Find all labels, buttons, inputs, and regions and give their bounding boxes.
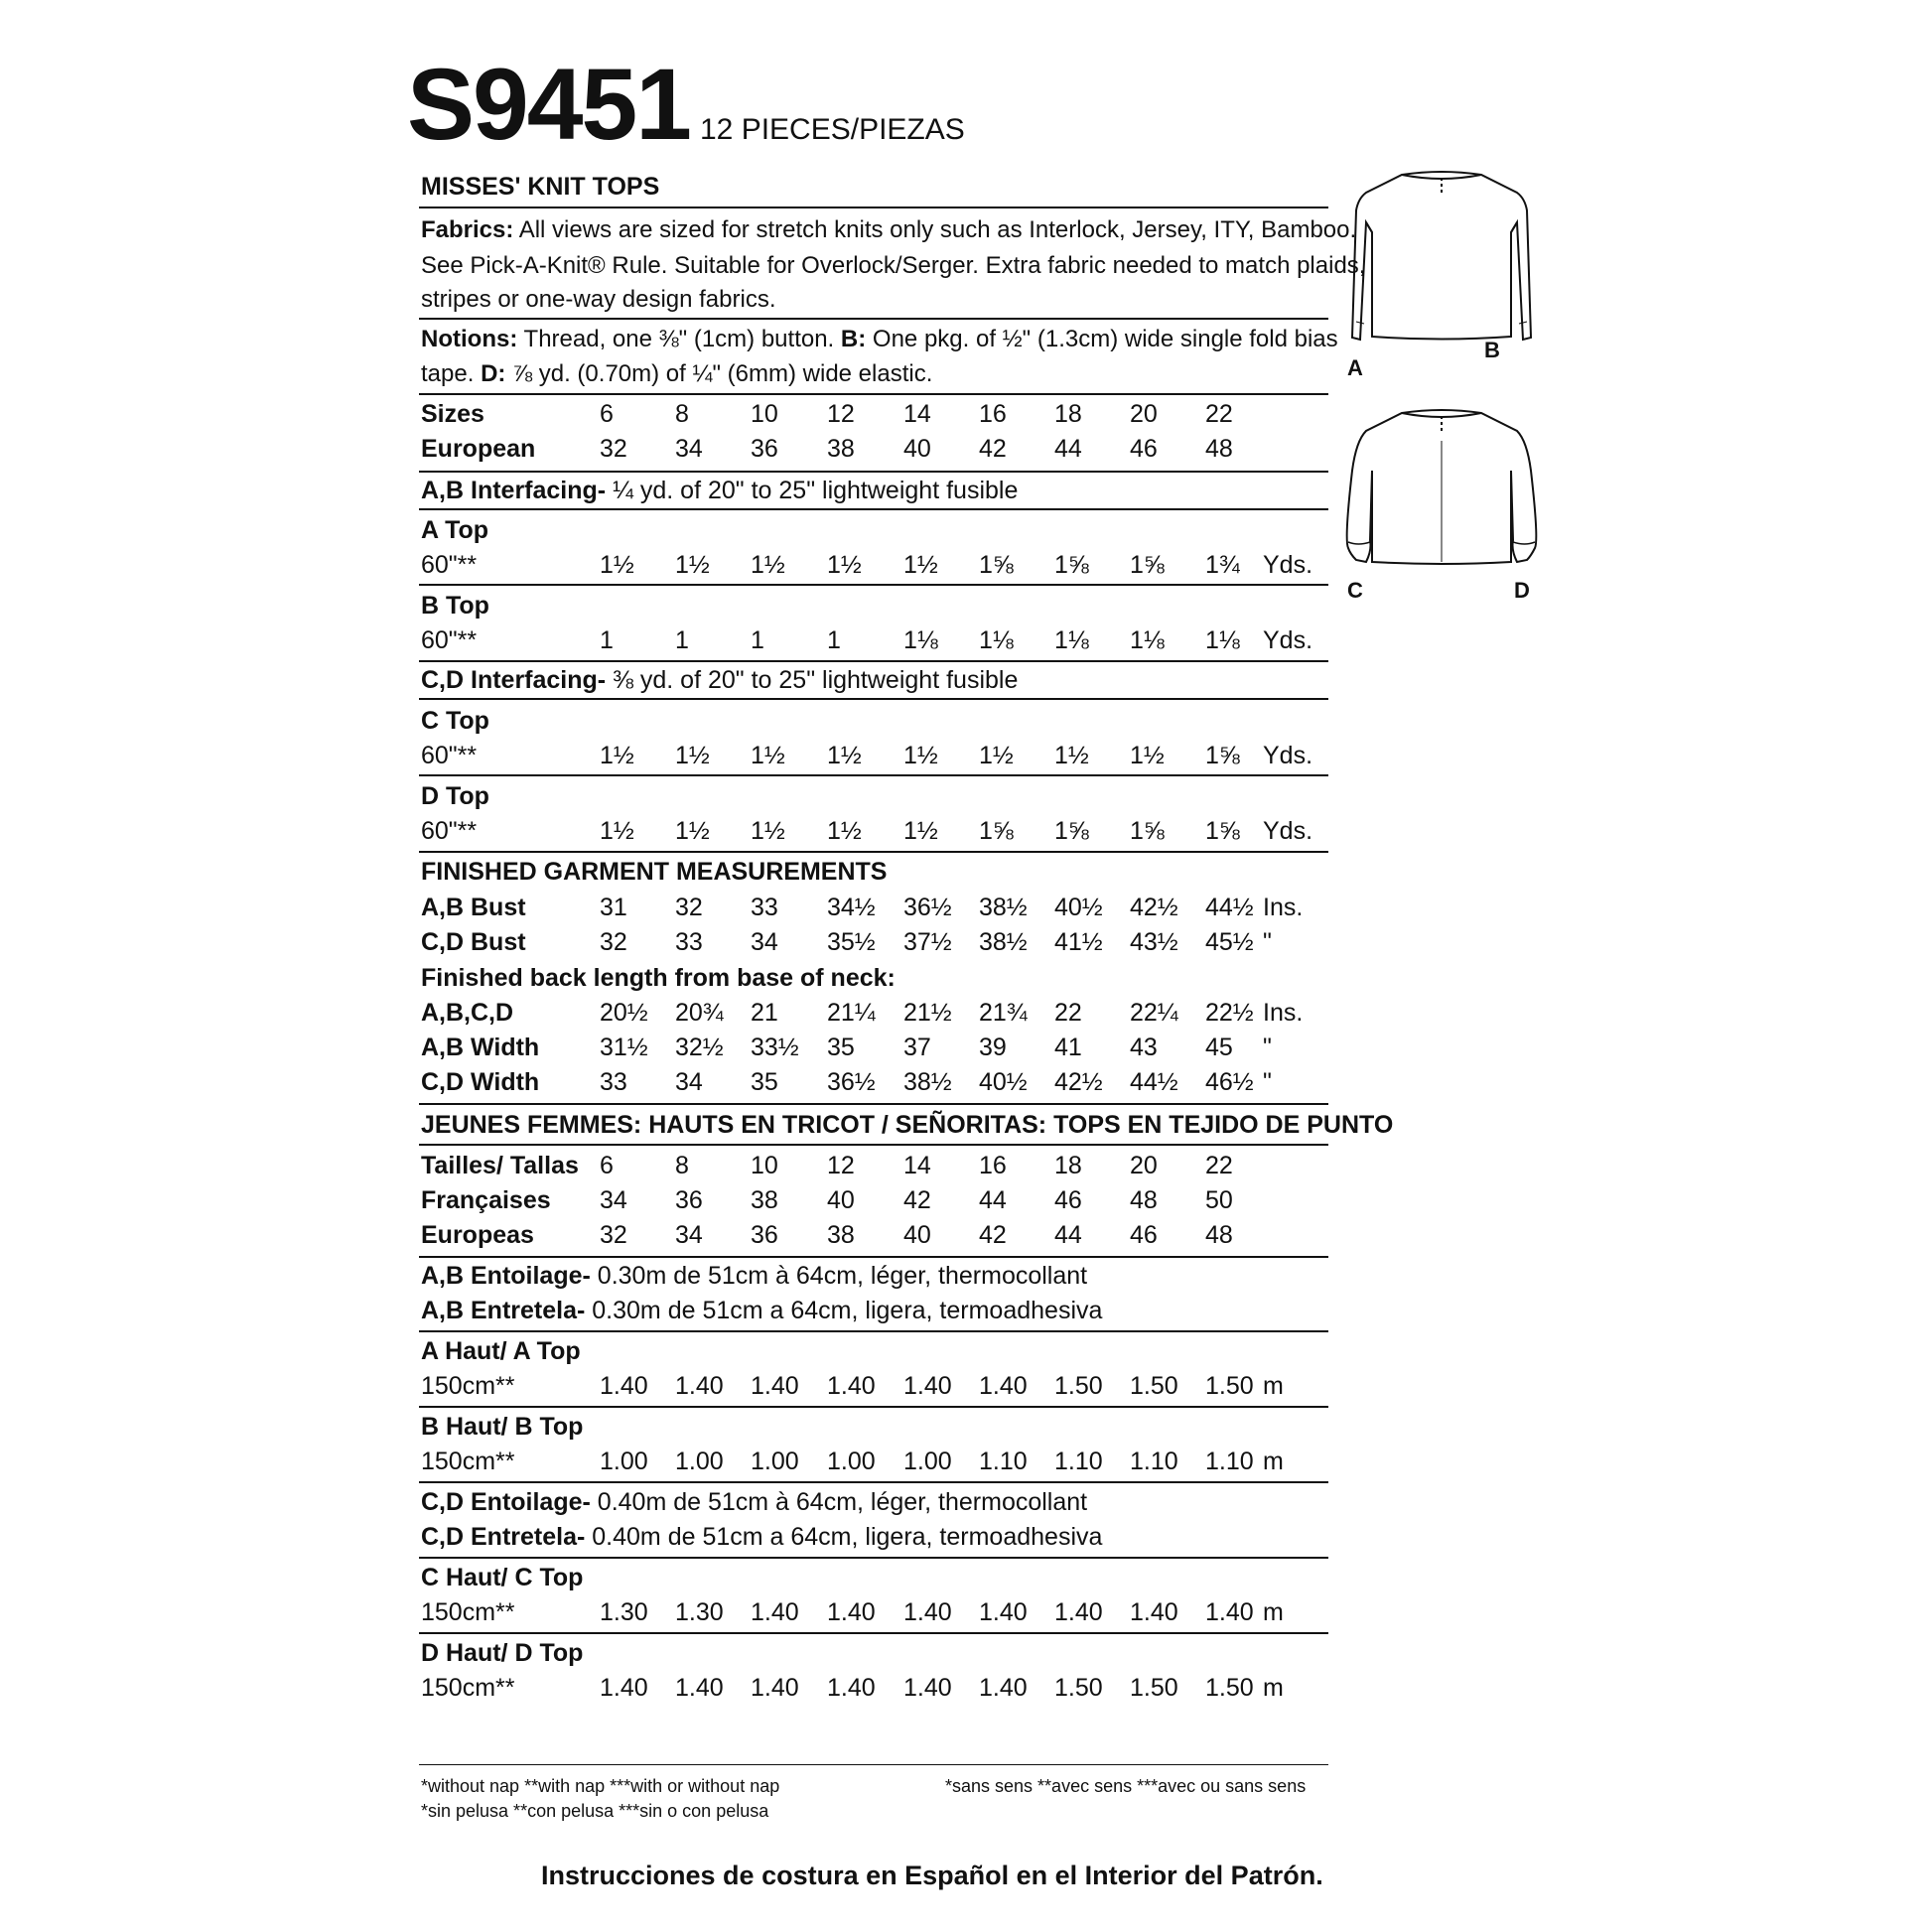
ab-bust-row-cell: 31: [600, 894, 627, 921]
b-haut-row-cell: 1.10: [979, 1448, 1028, 1475]
d-haut-row-cell: 1.40: [675, 1674, 724, 1702]
divider: [419, 1144, 1328, 1146]
europeas-row-cell: 36: [751, 1221, 778, 1249]
divider: [419, 393, 1328, 395]
c-top-row-cell: 1½: [1130, 742, 1165, 769]
cd-bust-row-label: C,D Bust: [421, 928, 526, 956]
b-haut-row-unit: m: [1263, 1448, 1284, 1475]
european-row-label: European: [421, 435, 536, 463]
divider: [419, 1330, 1328, 1332]
ab-width-row-unit: ": [1263, 1034, 1272, 1061]
b-haut-row-cell: 1.00: [675, 1448, 724, 1475]
a-top-title: A Top: [421, 516, 489, 544]
european-row-cell: 38: [827, 435, 855, 463]
cd-entoilage: [421, 1490, 1087, 1515]
a-top-row-unit: Yds.: [1263, 551, 1313, 579]
b-top-row-cell: 1: [751, 626, 764, 654]
b-haut-row-cell: 1.00: [903, 1448, 952, 1475]
view-a-b-illustration: [1342, 163, 1541, 361]
view-a-label: A: [1347, 355, 1363, 380]
europeas-row-cell: 46: [1130, 1221, 1158, 1249]
ab-width-row-cell: 45: [1205, 1034, 1233, 1061]
a-haut-row-cell: 1.40: [675, 1372, 724, 1400]
ab-interfacing-part: A,B Interfacing-: [421, 477, 607, 504]
cd-entoilage-part: C,D Entoilage-: [421, 1488, 591, 1516]
divider: [419, 1481, 1328, 1483]
ab-bust-row-label: A,B Bust: [421, 894, 526, 921]
c-top-row-cell: 1½: [827, 742, 862, 769]
ab-bust-row-cell: 32: [675, 894, 703, 921]
b-haut-row-cell: 1.00: [751, 1448, 799, 1475]
c-top-row-cell: 1⅝: [1205, 742, 1240, 769]
c-haut-row-cell: 1.30: [675, 1598, 724, 1626]
cd-width-row-cell: 42½: [1054, 1068, 1103, 1096]
d-top-row-cell: 1½: [751, 817, 785, 845]
francaises-row-cell: 42: [903, 1186, 931, 1214]
cd-width-row-cell: 38½: [903, 1068, 952, 1096]
sizes-row-cell: 6: [600, 400, 614, 428]
abcd-row-cell: 21¾: [979, 999, 1028, 1027]
divider: [419, 1764, 1328, 1765]
c-top-row-cell: 1½: [979, 742, 1014, 769]
europeas-row-cell: 34: [675, 1221, 703, 1249]
cd-entretela: [421, 1525, 1102, 1550]
a-haut-row-cell: 1.50: [1205, 1372, 1254, 1400]
divider: [419, 471, 1328, 473]
tallas-row-cell: 6: [600, 1152, 614, 1179]
pattern-number: S9451: [407, 48, 690, 161]
divider: [419, 207, 1328, 208]
abcd-row-unit: Ins.: [1263, 999, 1304, 1027]
francaises-row-label: Françaises: [421, 1186, 551, 1214]
d-haut-row-cell: 1.50: [1054, 1674, 1103, 1702]
sizes-row-cell: 10: [751, 400, 778, 428]
c-haut-row-cell: 1.40: [827, 1598, 876, 1626]
c-top-title: C Top: [421, 707, 489, 735]
fabrics-label: Fabrics:: [421, 216, 514, 243]
abcd-row-cell: 21: [751, 999, 778, 1027]
european-row-cell: 46: [1130, 435, 1158, 463]
notions-text-1b: One pkg. of ½" (1.3cm) wide single fold bias: [872, 326, 1338, 352]
d-top-row-cell: 1½: [600, 817, 634, 845]
b-haut-row-cell: 1.10: [1205, 1448, 1254, 1475]
d-top-row-cell: 1½: [827, 817, 862, 845]
cd-width-row-cell: 35: [751, 1068, 778, 1096]
c-top-row-cell: 1½: [903, 742, 938, 769]
ab-bust-row-cell: 34½: [827, 894, 876, 921]
b-top-row-cell: 1⅛: [979, 626, 1014, 654]
divider: [419, 1406, 1328, 1408]
d-top-row-cell: 1⅝: [1054, 817, 1089, 845]
francaises-row-cell: 48: [1130, 1186, 1158, 1214]
a-top-row-cell: 1½: [675, 551, 710, 579]
europeas-row-cell: 32: [600, 1221, 627, 1249]
b-haut-title: B Haut/ B Top: [421, 1413, 584, 1441]
c-haut-row-cell: 1.40: [1054, 1598, 1103, 1626]
finished-title: FINISHED GARMENT MEASUREMENTS: [421, 858, 888, 886]
european-row-cell: 40: [903, 435, 931, 463]
francaises-row-cell: 44: [979, 1186, 1007, 1214]
sizes-row-cell: 14: [903, 400, 931, 428]
b-top-row-cell: 1⅛: [1130, 626, 1165, 654]
spanish-title: JEUNES FEMMES: HAUTS EN TRICOT / SEÑORITAS: TOPS EN TEJIDO DE PUNTO: [421, 1111, 1394, 1139]
abcd-row-cell: 22½: [1205, 999, 1254, 1027]
european-row-cell: 48: [1205, 435, 1233, 463]
ab-width-row-label: A,B Width: [421, 1034, 540, 1061]
ab-width-row-cell: 41: [1054, 1034, 1082, 1061]
c-haut-row-cell: 1.40: [751, 1598, 799, 1626]
b-haut-row-cell: 1.00: [827, 1448, 876, 1475]
d-haut-row-cell: 1.40: [827, 1674, 876, 1702]
cd-bust-row-cell: 33: [675, 928, 703, 956]
a-haut-row-unit: m: [1263, 1372, 1284, 1400]
european-row-cell: 44: [1054, 435, 1082, 463]
ab-width-row-cell: 43: [1130, 1034, 1158, 1061]
divider: [419, 660, 1328, 662]
ab-bust-row-cell: 33: [751, 894, 778, 921]
divider: [419, 584, 1328, 586]
divider: [419, 1557, 1328, 1559]
ab-bust-row-cell: 42½: [1130, 894, 1178, 921]
c-haut-row-cell: 1.40: [979, 1598, 1028, 1626]
fabrics-line-1: [421, 218, 1356, 242]
c-haut-row-cell: 1.30: [600, 1598, 648, 1626]
cd-bust-row-cell: 37½: [903, 928, 952, 956]
divider: [419, 698, 1328, 700]
abcd-row-cell: 22¼: [1130, 999, 1178, 1027]
d-top-title: D Top: [421, 782, 489, 810]
d-haut-row-cell: 1.40: [751, 1674, 799, 1702]
d-top-row-label: 60"**: [421, 817, 478, 845]
c-top-row-cell: 1½: [1054, 742, 1089, 769]
b-top-row-cell: 1⅛: [1054, 626, 1089, 654]
c-haut-row-cell: 1.40: [1205, 1598, 1254, 1626]
tallas-row-cell: 10: [751, 1152, 778, 1179]
cd-interfacing: [421, 668, 1018, 693]
cd-width-row-cell: 34: [675, 1068, 703, 1096]
fabrics-text-1: All views are sized for stretch knits only such as Interlock, Jersey, ITY, Bamboo.: [518, 216, 1357, 243]
ab-width-row-cell: 35: [827, 1034, 855, 1061]
european-row-cell: 32: [600, 435, 627, 463]
europeas-row-cell: 42: [979, 1221, 1007, 1249]
c-top-row-cell: 1½: [600, 742, 634, 769]
b-haut-row-cell: 1.00: [600, 1448, 648, 1475]
a-top-row-cell: 1¾: [1205, 551, 1240, 579]
pattern-title: MISSES' KNIT TOPS: [421, 173, 660, 201]
abcd-row-cell: 21½: [903, 999, 952, 1027]
europeas-row-cell: 48: [1205, 1221, 1233, 1249]
notions-d-label: D:: [481, 360, 506, 387]
ab-interfacing-part: ¼ yd. of 20" to 25" lightweight fusible: [613, 477, 1019, 504]
d-top-row-cell: 1½: [903, 817, 938, 845]
d-top-row-cell: 1⅝: [1205, 817, 1240, 845]
c-haut-row-label: 150cm**: [421, 1598, 515, 1626]
notions-b-label: B:: [840, 326, 867, 352]
a-haut-row-cell: 1.40: [979, 1372, 1028, 1400]
abcd-row-cell: 20¾: [675, 999, 724, 1027]
tallas-row-cell: 18: [1054, 1152, 1082, 1179]
d-haut-row-label: 150cm**: [421, 1674, 515, 1702]
notions-text-1a: Thread, one ⅜" (1cm) button.: [523, 326, 835, 352]
sizes-row-cell: 8: [675, 400, 689, 428]
divider: [419, 1256, 1328, 1258]
b-top-row-cell: 1: [827, 626, 841, 654]
b-haut-row-cell: 1.10: [1054, 1448, 1103, 1475]
b-top-row-cell: 1: [675, 626, 689, 654]
divider: [419, 851, 1328, 853]
sizes-row-cell: 16: [979, 400, 1007, 428]
divider: [419, 318, 1328, 320]
fabrics-text-2: See Pick-A-Knit® Rule. Suitable for Overlock/Serger. Extra fabric needed to match plaids,: [421, 252, 1366, 279]
sizes-row-label: Sizes: [421, 400, 484, 428]
cd-width-row-unit: ": [1263, 1068, 1272, 1096]
cd-width-row-cell: 40½: [979, 1068, 1028, 1096]
a-top-row-cell: 1⅝: [1130, 551, 1165, 579]
footnote-english: *without nap **with nap ***with or without nap: [421, 1776, 780, 1796]
cd-bust-row-cell: 41½: [1054, 928, 1103, 956]
ab-width-row-cell: 31½: [600, 1034, 648, 1061]
a-haut-row-cell: 1.40: [827, 1372, 876, 1400]
cd-width-row-cell: 33: [600, 1068, 627, 1096]
abcd-row-cell: 20½: [600, 999, 648, 1027]
view-c-label: C: [1347, 578, 1363, 603]
a-haut-row-label: 150cm**: [421, 1372, 515, 1400]
footnote-french: *sans sens **avec sens ***avec ou sans sens: [945, 1776, 1307, 1796]
ab-bust-row-cell: 44½: [1205, 894, 1254, 921]
b-top-row-cell: 1⅛: [1205, 626, 1240, 654]
cd-bust-row-cell: 45½: [1205, 928, 1254, 956]
a-haut-title: A Haut/ A Top: [421, 1337, 581, 1365]
cd-bust-row-cell: 43½: [1130, 928, 1178, 956]
c-haut-row-cell: 1.40: [1130, 1598, 1178, 1626]
cd-bust-row-cell: 32: [600, 928, 627, 956]
francaises-row-cell: 38: [751, 1186, 778, 1214]
ab-entretela: [421, 1299, 1102, 1323]
a-top-row-cell: 1½: [827, 551, 862, 579]
ab-bust-row-cell: 36½: [903, 894, 952, 921]
ab-width-row-cell: 32½: [675, 1034, 724, 1061]
ab-bust-row-cell: 40½: [1054, 894, 1103, 921]
divider: [419, 1103, 1328, 1105]
ab-entoilage-part: A,B Entoilage-: [421, 1262, 591, 1290]
footnote-spanish: *sin pelusa **con pelusa ***sin o con pelusa: [421, 1801, 769, 1821]
c-haut-title: C Haut/ C Top: [421, 1564, 584, 1591]
abcd-row-label: A,B,C,D: [421, 999, 514, 1027]
d-top-row-cell: 1⅝: [1130, 817, 1165, 845]
notions-line-2: [421, 362, 932, 386]
d-top-row-cell: 1⅝: [979, 817, 1014, 845]
ab-width-row-cell: 33½: [751, 1034, 799, 1061]
a-haut-row-cell: 1.40: [903, 1372, 952, 1400]
view-b-label: B: [1484, 338, 1500, 362]
c-top-row-cell: 1½: [751, 742, 785, 769]
view-c-d-illustration: [1342, 401, 1541, 580]
ab-width-row-cell: 37: [903, 1034, 931, 1061]
cd-width-row-cell: 46½: [1205, 1068, 1254, 1096]
cd-entoilage-part: 0.40m de 51cm à 64cm, léger, thermocollant: [597, 1488, 1088, 1516]
cd-entretela-part: C,D Entretela-: [421, 1523, 586, 1551]
ab-entoilage: [421, 1264, 1087, 1289]
c-top-row-unit: Yds.: [1263, 742, 1313, 769]
a-top-row-cell: 1½: [903, 551, 938, 579]
ab-bust-row-unit: Ins.: [1263, 894, 1304, 921]
cd-interfacing-part: C,D Interfacing-: [421, 666, 607, 694]
a-top-row-cell: 1⅝: [979, 551, 1014, 579]
notions-text-2a: tape.: [421, 360, 475, 387]
ab-interfacing: [421, 479, 1018, 503]
europeas-row-cell: 44: [1054, 1221, 1082, 1249]
europeas-row-cell: 38: [827, 1221, 855, 1249]
b-top-row-unit: Yds.: [1263, 626, 1313, 654]
a-top-row-cell: 1⅝: [1054, 551, 1089, 579]
divider: [419, 1632, 1328, 1634]
c-haut-row-unit: m: [1263, 1598, 1284, 1626]
d-haut-row-cell: 1.40: [600, 1674, 648, 1702]
sizes-row-cell: 20: [1130, 400, 1158, 428]
divider: [419, 774, 1328, 776]
cd-interfacing-part: ⅜ yd. of 20" to 25" lightweight fusible: [613, 666, 1019, 694]
cd-bust-row-cell: 38½: [979, 928, 1028, 956]
a-haut-row-cell: 1.50: [1054, 1372, 1103, 1400]
back-length-title: Finished back length from base of neck:: [421, 964, 896, 992]
cd-bust-row-cell: 35½: [827, 928, 876, 956]
pieces-count: 12 PIECES/PIEZAS: [700, 113, 965, 146]
european-row-cell: 36: [751, 435, 778, 463]
francaises-row-cell: 50: [1205, 1186, 1233, 1214]
view-d-label: D: [1514, 578, 1530, 603]
c-top-row-label: 60"**: [421, 742, 478, 769]
a-haut-row-cell: 1.50: [1130, 1372, 1178, 1400]
european-row-cell: 42: [979, 435, 1007, 463]
tallas-row-cell: 12: [827, 1152, 855, 1179]
a-top-row-cell: 1½: [600, 551, 634, 579]
tallas-row-cell: 16: [979, 1152, 1007, 1179]
d-haut-row-cell: 1.50: [1205, 1674, 1254, 1702]
d-top-row-unit: Yds.: [1263, 817, 1313, 845]
notions-line-1: [421, 328, 1338, 351]
d-haut-row-cell: 1.40: [903, 1674, 952, 1702]
cd-bust-row-cell: 34: [751, 928, 778, 956]
francaises-row-cell: 46: [1054, 1186, 1082, 1214]
cd-bust-row-unit: ": [1263, 928, 1272, 956]
europeas-row-cell: 40: [903, 1221, 931, 1249]
cd-width-row-label: C,D Width: [421, 1068, 540, 1096]
europeas-row-label: Europeas: [421, 1221, 534, 1249]
divider: [419, 508, 1328, 510]
b-haut-row-cell: 1.10: [1130, 1448, 1178, 1475]
a-haut-row-cell: 1.40: [600, 1372, 648, 1400]
ab-entretela-part: A,B Entretela-: [421, 1297, 586, 1324]
notions-label: Notions:: [421, 326, 518, 352]
c-top-row-cell: 1½: [675, 742, 710, 769]
b-top-row-cell: 1: [600, 626, 614, 654]
b-top-row-label: 60"**: [421, 626, 478, 654]
tallas-row-label: Tailles/ Tallas: [421, 1152, 579, 1179]
ab-width-row-cell: 39: [979, 1034, 1007, 1061]
notions-text-2d: ⅞ yd. (0.70m) of ¼" (6mm) wide elastic.: [512, 360, 933, 387]
c-haut-row-cell: 1.40: [903, 1598, 952, 1626]
cd-width-row-cell: 44½: [1130, 1068, 1178, 1096]
b-haut-row-label: 150cm**: [421, 1448, 515, 1475]
francaises-row-cell: 34: [600, 1186, 627, 1214]
abcd-row-cell: 22: [1054, 999, 1082, 1027]
spanish-instructions-note: Instrucciones de costura en Español en el Interior del Patrón.: [541, 1861, 1323, 1890]
a-haut-row-cell: 1.40: [751, 1372, 799, 1400]
a-top-row-label: 60"**: [421, 551, 478, 579]
d-haut-row-cell: 1.50: [1130, 1674, 1178, 1702]
cd-width-row-cell: 36½: [827, 1068, 876, 1096]
european-row-cell: 34: [675, 435, 703, 463]
d-haut-row-cell: 1.40: [979, 1674, 1028, 1702]
sizes-row-cell: 18: [1054, 400, 1082, 428]
francaises-row-cell: 40: [827, 1186, 855, 1214]
d-haut-title: D Haut/ D Top: [421, 1639, 584, 1667]
francaises-row-cell: 36: [675, 1186, 703, 1214]
ab-entretela-part: 0.30m de 51cm a 64cm, ligera, termoadhesiva: [592, 1297, 1103, 1324]
cd-entretela-part: 0.40m de 51cm a 64cm, ligera, termoadhesiva: [592, 1523, 1103, 1551]
a-top-row-cell: 1½: [751, 551, 785, 579]
ab-entoilage-part: 0.30m de 51cm à 64cm, léger, thermocollant: [597, 1262, 1088, 1290]
tallas-row-cell: 14: [903, 1152, 931, 1179]
sizes-row-cell: 22: [1205, 400, 1233, 428]
tallas-row-cell: 20: [1130, 1152, 1158, 1179]
tallas-row-cell: 8: [675, 1152, 689, 1179]
d-top-row-cell: 1½: [675, 817, 710, 845]
tallas-row-cell: 22: [1205, 1152, 1233, 1179]
b-top-row-cell: 1⅛: [903, 626, 938, 654]
ab-bust-row-cell: 38½: [979, 894, 1028, 921]
sizes-row-cell: 12: [827, 400, 855, 428]
fabrics-text-3: stripes or one-way design fabrics.: [421, 286, 776, 313]
d-haut-row-unit: m: [1263, 1674, 1284, 1702]
b-top-title: B Top: [421, 592, 489, 620]
abcd-row-cell: 21¼: [827, 999, 876, 1027]
